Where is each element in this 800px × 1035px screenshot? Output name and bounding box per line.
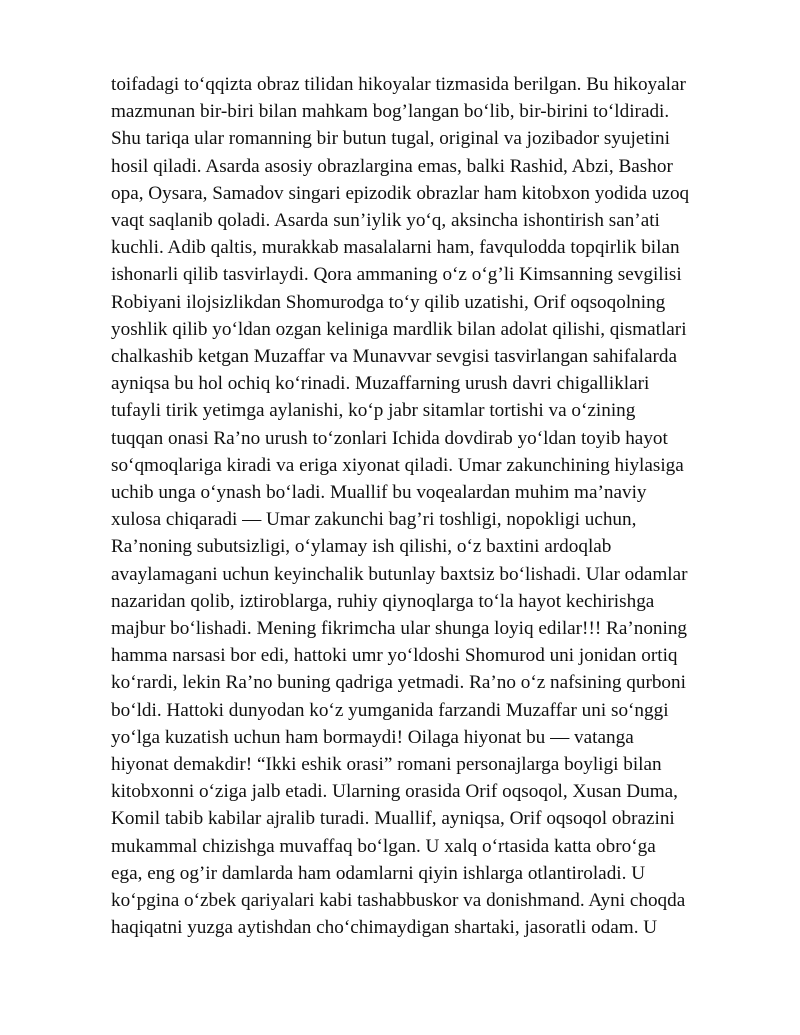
text-line: toifadagi to‘qqizta obraz tilidan hikoyalar tizmasida berilgan. Bu hikoyalar (111, 74, 686, 95)
text-line: haqiqatni yuzga aytishdan cho‘chimaydigan shartaki, jasoratli odam. U (111, 917, 658, 939)
text-line: hamma narsasi bor edi, hattoki umr yo‘ldoshi Shomurod uni jonidan ortiq (111, 645, 678, 667)
text-line: chalkashib ketgan Muzaffar va Munavvar sevgisi tasvirlangan sahifalarda (111, 346, 678, 368)
text-line: Ra’noning subutsizligi, o‘ylamay ish qilishi, o‘z baxtini ardoqlab (111, 536, 612, 558)
text-line: nazaridan qolib, iztiroblarga, ruhiy qiynoqlarga to‘la hayot kechirishga (111, 590, 655, 612)
text-line: ko‘pgina o‘zbek qariyalari kabi tashabbuskor va donishmand. Ayni choqda (111, 890, 686, 912)
text-line: kuchli. Adib qaltis, murakkab masalalarni ham, favqulodda topqirlik bilan (111, 237, 680, 259)
text-line: tuqqan onasi Ra’no urush to‘zonlari Ichida dovdirab yo‘ldan toyib hayot (111, 427, 668, 449)
text-line: Komil tabib kabilar ajralib turadi. Muallif, ayniqsa, Orif oqsoqol obrazini (111, 808, 675, 830)
text-line: Robiyani ilojsizlikdan Shomurodga to‘y qilib uzatishi, Orif oqsoqolning (111, 291, 666, 313)
text-line: majbur bo‘lishadi. Mening fikrimcha ular shunga loyiq edilar!!! Ra’noning (111, 618, 688, 640)
body-paragraph (111, 71, 751, 942)
text-line: avaylamagani uchun keyinchalik butunlay baxtsiz bo‘lishadi. Ular odamlar (111, 563, 688, 585)
text-line: ko‘rardi, lekin Ra’no buning qadriga yetmadi. Ra’no o‘z nafsining qurboni (111, 672, 686, 694)
text-line: yo‘lga kuzatish uchun ham bormaydi! Oilaga hiyonat bu — vatanga (111, 726, 634, 748)
text-line: hiyonat demakdir! “Ikki eshik orasi” romani personajlarga boyligi bilan (111, 754, 662, 776)
text-line: bo‘ldi. Hattoki dunyodan ko‘z yumganida farzandi Muzaffar uni so‘nggi (111, 699, 669, 721)
text-line: tufayli tirik yetimga aylanishi, ko‘p jabr sitamlar tortishi va o‘zining (111, 400, 636, 422)
text-line: vaqt saqlanib qoladi. Asarda sun’iylik yo‘q, aksincha ishontirish san’ati (111, 210, 660, 232)
text-line: hosil qiladi. Asarda asosiy obrazlargina emas, balki Rashid, Abzi, Bashor (111, 155, 673, 177)
text-line: mukammal chizishga muvaffaq bo‘lgan. U xalq o‘rtasida katta obro‘ga (111, 835, 656, 857)
text-line: xulosa chiqaradi — Umar zakunchi bag’ri toshligi, nopokligi uchun, (111, 509, 637, 531)
text-line: mazmunan bir-biri bilan mahkam bog’langan bo‘lib, bir-birini to‘ldiradi. (111, 101, 670, 123)
text-line: ega, eng og’ir damlarda ham odamlarni qiyin ishlarga otlantiroladi. U (111, 862, 646, 884)
text-line: yoshlik qilib yo‘ldan ozgan keliniga mardlik bilan adolat qilishi, qismatlari (111, 318, 687, 340)
text-line: opa, Oysara, Samadov singari epizodik obrazlar ham kitobxon yodida uzoq (111, 182, 690, 204)
text-line: so‘qmoqlariga kiradi va eriga xiyonat qiladi. Umar zakunchining hiylasiga (111, 454, 684, 476)
text-line: ayniqsa bu hol ochiq ko‘rinadi. Muzaffarning urush davri chigalliklari (111, 373, 650, 395)
text-line: kitobxonni o‘ziga jalb etadi. Ularning orasida Orif oqsoqol, Xusan Duma, (111, 781, 678, 803)
text-line: uchib unga o‘ynash bo‘ladi. Muallif bu voqealardan muhim ma’naviy (111, 482, 647, 504)
text-line: Shu tariqa ular romanning bir butun tugal, original va jozibador syujetini (111, 128, 670, 150)
text-line: ishonarli qilib tasvirlaydi. Qora ammaning o‘z o‘g’li Kimsanning sevgilisi (111, 264, 682, 286)
